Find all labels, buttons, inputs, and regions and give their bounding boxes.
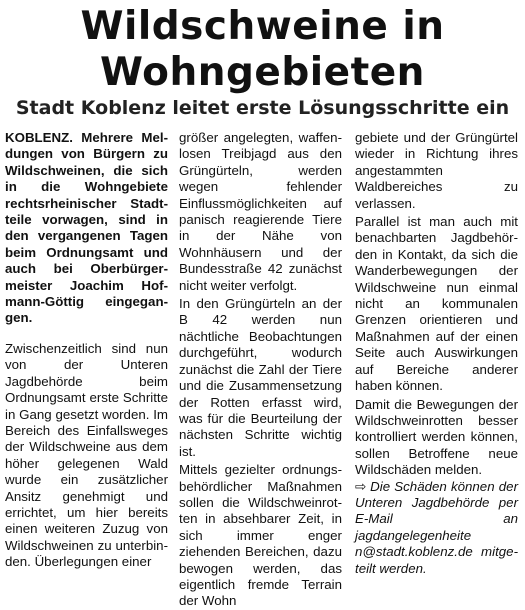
body-paragraph: Damit die Bewegungen der Wildschweinrotten besser kontrolliert werden können, sollen Betroffene neue Wildschäden melden. bbox=[355, 396, 518, 478]
arrow-right-icon: ⇨ bbox=[355, 478, 367, 494]
headline-line-2: Wohngebieten bbox=[100, 50, 425, 95]
article-column-1 bbox=[5, 130, 168, 571]
contact-note-text: Die Schäden können der Unteren Jagdbehörde per E-Mail an jagdangelegenheite n@stadt.koblenz.de mitgeteilt werden. bbox=[355, 478, 518, 576]
lead-paragraph: KOBLENZ. Mehrere Meldungen von Bürgern zu Wildschweinen, die sich in die Wohngebiete rechtsrheinischer Stadtteile vorwagen, sind in den vergangenen Tagen beim Ordnungsamt und auch bei Oberbürgermeister Joachim Hofmann-Göttig eingegangen. bbox=[5, 130, 168, 326]
article-column-3 bbox=[355, 130, 518, 591]
body-paragraph: Zwischenzeitlich sind nun von der Unteren Jagdbehörde beim Ordnungsamt erste Schritte in Gang gesetzt worden. Im Bereich des Einfallsweges der Wildschweine aus dem höher gelegenen Wald wurde ein zusätzlicher Ansitz genehmigt und errichtet, um hier bereits einen weiteren Zuzug von Wildschweinen zu unterbinden. Überlegungen einer bbox=[5, 340, 168, 570]
body-paragraph: gebiete und der Grüngürtel wieder in Richtung ihres angestammten Waldbereiches zu verlassen. bbox=[355, 130, 518, 211]
body-paragraph: In den Grüngürteln an der B 42 werden nun nächtliche Beobachtungen durchgeführt, wodurch zunächst die Zahl der Tiere und die Zusammensetzung der Rotten erfasst wird, was für die Beurteilung der nächsten Schritte wichtig ist. bbox=[179, 296, 342, 459]
body-paragraph: Parallel ist man auch mit benachbarten Jagdbehörden in Kontakt, da sich die Wanderbewegungen der Wildschweine nun einmal nicht an kommunalen Grenzen orientieren und Maßnahmen auf der einen Seite auch Auswirkungen auf Bereiche anderer haben können. bbox=[355, 214, 518, 394]
body-paragraph: Mittels gezielter ordnungsbehördlicher Maßnahmen sollen die Wildschweinrotten in absehbarer Zeit, in sich immer enger ziehenden Bereichen, dazu bewogen werden, das eigentlich fremde Terrain der Wohn bbox=[179, 462, 342, 609]
article-column-2 bbox=[179, 130, 342, 610]
headline-line-1: Wildschweine in bbox=[80, 4, 445, 49]
contact-note bbox=[355, 479, 518, 577]
body-paragraph: größer angelegten, waffenlosen Treibjagd aus den Grüngürteln, werden wegen fehlender Einflussmöglichkeiten auf panisch reagierende Tiere in der Nähe von Wohnhäusern und der Bundesstraße 42 zunächst nicht weiter verfolgt. bbox=[179, 130, 342, 293]
subheadline: Stadt Koblenz leitet erste Lösungsschritte ein bbox=[15, 97, 510, 119]
headline bbox=[0, 0, 525, 96]
